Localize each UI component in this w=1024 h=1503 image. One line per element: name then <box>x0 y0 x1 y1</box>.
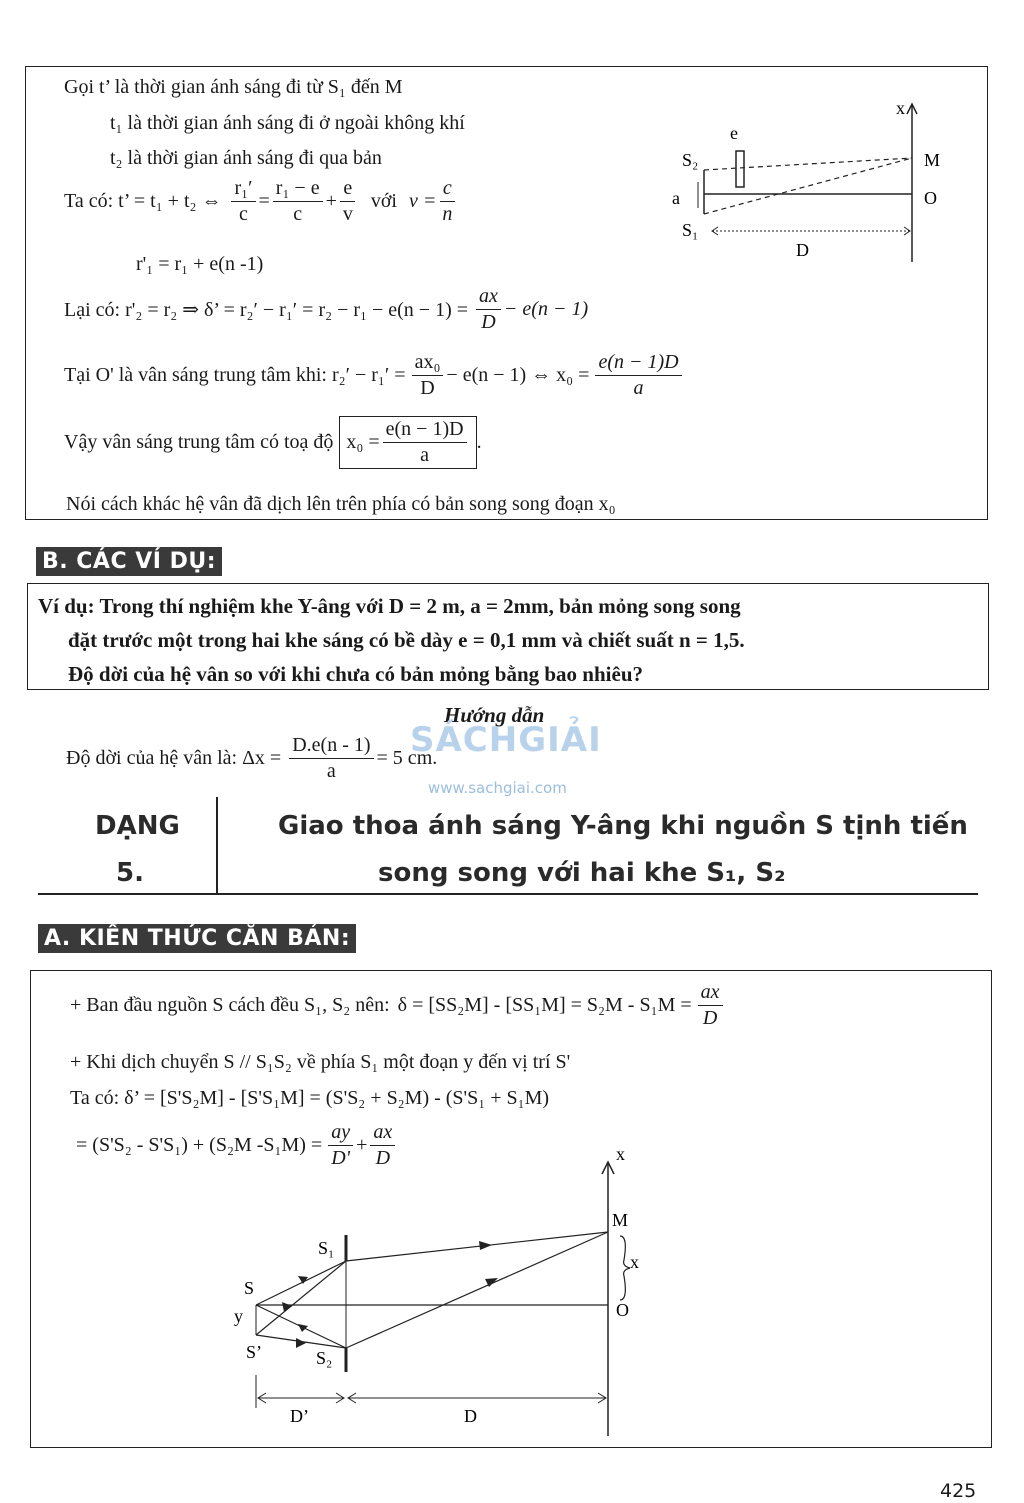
result-box: x₀ = $\frac{e(n - 1)D}{a}$ <box>339 416 476 469</box>
fraction: $\frac{ax}{D}$ <box>698 982 723 1029</box>
box2-line3: Ta có: δ’ = [S'S₂M] - [S'S₁M] = (S'S₂ + S₂M) - (S'S₁ + S₁M) <box>70 1087 550 1109</box>
s1-label: S₁ <box>318 1238 335 1258</box>
box1-line6: Lại có: r'₂ = r₂ ⇒ δ’ = r₂′ − r₁′ = r₂ − r₁ − e(n − 1) = $\frac{ax}{D}$ − e(n − 1) <box>64 285 589 333</box>
ray-s1-m <box>346 1232 608 1261</box>
fraction: $\frac{ax}{D}$ <box>370 1122 395 1169</box>
diagram-thin-plate <box>660 92 960 272</box>
dang-label: DẠNG <box>95 811 180 841</box>
a-label: a <box>672 188 680 208</box>
example-line2: đặt trước một trong hai khe sáng có bề dày e = 0,1 mm và chiết suất n = 1,5. <box>68 628 745 652</box>
m-label: M <box>924 150 941 170</box>
arrow-head <box>296 1338 306 1348</box>
dang-underline <box>38 893 978 895</box>
box2-line1: + Ban đầu nguồn S cách đều S₁, S₂ nên: δ = [SS₂M] - [SS₁M] = S₂M - S₁M = $\frac{ax}{D}$ <box>70 982 726 1029</box>
watermark-url: www.sachgiai.com <box>428 779 567 797</box>
ray-s1 <box>704 158 912 214</box>
section-b-banner: B. CÁC VÍ DỤ: <box>36 547 222 576</box>
fraction: $\frac{\text{r₁′}}{c}$ <box>231 178 255 225</box>
box1-line9: Nói cách khác hệ vân đã dịch lên trên phía có bản song song đoạn x₀ <box>66 493 616 515</box>
m-label: M <box>612 1210 629 1230</box>
arrow-head <box>282 1302 292 1312</box>
arrow-head <box>298 1324 308 1332</box>
d-label: D <box>464 1406 477 1426</box>
x-brace <box>620 1236 630 1300</box>
box2-line2: + Khi dịch chuyển S // S₁S₂ về phía S₁ một đoạn y đến vị trí S' <box>70 1051 571 1073</box>
page-number: 425 <box>940 1480 977 1502</box>
s2-label: S₂ <box>682 150 699 170</box>
o-label: O <box>924 188 937 208</box>
fraction: $\frac{\text{r₁ − e}}{c}$ <box>273 178 323 225</box>
arrow-head <box>479 1241 492 1250</box>
dang-title-1: Giao thoa ánh sáng Y-âng khi nguồn S tịnh tiến <box>278 811 968 841</box>
box2-line4: = (S'S₂ - S'S₁) + (S₂M -S₁M) = $\frac{ay}{D'}$ + $\frac{ax}{D}$ <box>76 1122 398 1169</box>
dang-title-2: song song với hai khe S₁, S₂ <box>378 858 786 888</box>
box1-line5: r'₁ = r₁ + e(n -1) <box>136 253 264 275</box>
ray-s2-m <box>346 1232 608 1348</box>
box1-line4: Ta có: t’ = t₁ + t₂ ⇔ $\frac{\text{r₁′}}{c}$ = $\frac{\text{r₁ − e}}{c}$ + $\frac{e}{v}$ với v = $\frac{c}{n}$ <box>64 178 458 225</box>
thin-plate <box>736 151 744 187</box>
example-line3: Độ dời của hệ vân so với khi chưa có bản mỏng bằng bao nhiêu? <box>68 662 643 686</box>
dang-number: 5. <box>116 858 144 888</box>
diagram-source-shift <box>220 1140 660 1440</box>
fraction: $\frac{\text{ax₀}}{D}$ <box>412 352 444 399</box>
box1-line3: t₂ là thời gian ánh sáng đi qua bản <box>110 147 382 169</box>
box1-line7: Tại O' là vân sáng trung tâm khi: r₂′ − r₁′ = $\frac{\text{ax₀}}{D}$ − e(n − 1) ⇔ x₀ = $\frac{e(n - 1)D}{a}$ <box>64 352 685 399</box>
box1-line2: t₁ là thời gian ánh sáng đi ở ngoài không khí <box>110 112 465 134</box>
fraction: $\frac{ax}{D}$ <box>476 286 501 333</box>
section-a-banner: A. KIẾN THỨC CĂN BẢN: <box>38 924 356 953</box>
d-label: D <box>796 240 809 260</box>
o-label: O <box>616 1300 629 1320</box>
example-line1: Ví dụ: Trong thí nghiệm khe Y-âng với D = 2 m, a = 2mm, bản mỏng song song <box>38 594 741 618</box>
s-label: S <box>244 1278 255 1298</box>
guide-formula: Độ dời của hệ vân là: Δx = $\frac{D.e(n - 1)}{a}$ = 5 cm. <box>66 734 438 782</box>
watermark-brand: SÁCHGIẢI <box>410 720 602 760</box>
box1-line1: Gọi t’ là thời gian ánh sáng đi từ S₁ đến M <box>64 76 403 98</box>
e-label: e <box>730 123 738 143</box>
fraction: $\frac{ay}{D'}$ <box>328 1122 353 1169</box>
fraction: $\frac{D.e(n - 1)}{a}$ <box>289 735 373 782</box>
fraction: $\frac{e(n - 1)D}{a}$ <box>383 419 467 466</box>
ray-s2 <box>704 158 912 170</box>
s-prime-label: S’ <box>246 1342 263 1362</box>
box1-line8: Vậy vân sáng trung tâm có toạ độ x₀ = $\frac{e(n - 1)D}{a}$ . <box>64 416 482 469</box>
s1-label: S₁ <box>682 220 699 240</box>
y-label: y <box>234 1306 243 1326</box>
x-offset-label: x <box>630 1252 639 1272</box>
dang-divider <box>216 797 218 895</box>
line4-prefix: Ta có: t’ = t₁ + t₂ ⇔ <box>64 190 222 212</box>
x-axis-label: x <box>616 1144 625 1164</box>
dprime-label: D’ <box>290 1406 309 1426</box>
fraction: $\frac{c}{n}$ <box>439 178 455 225</box>
fraction: $\frac{e(n - 1)D}{a}$ <box>595 352 681 399</box>
s2-label: S₂ <box>316 1348 333 1368</box>
x-label: x <box>896 98 905 118</box>
fraction: $\frac{e}{v}$ <box>340 178 356 225</box>
guide-title: Hướng dẫn <box>444 703 545 727</box>
